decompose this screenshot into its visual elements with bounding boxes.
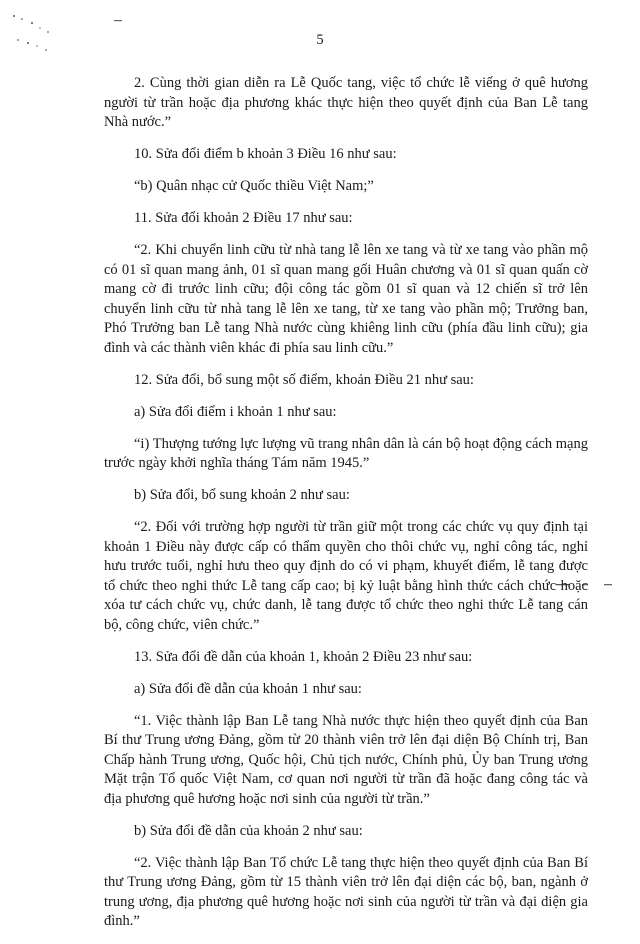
paragraph-item-2-ceremony: 2. Cùng thời gian diễn ra Lễ Quốc tang, việc tổ chức lễ viếng ở quê hương người từ trần hoặc địa phương khác thực hiện theo quyết định của Ban Lễ tang Nhà nước.”	[104, 75, 588, 130]
paragraph-funeral-organizing-committee: “2. Việc thành lập Ban Tổ chức Lễ tang thực hiện theo quyết định của Ban Bí thư Trung ương Đảng, gồm từ 15 thành viên trở lên đại diện các bộ, ban, ngành ở trung ương, địa phương quê hương hoặc nơi sinh của người từ trần và đại diện gia đình.”	[104, 854, 588, 929]
page-number: 5	[316, 32, 324, 48]
paragraph-point-b-military-band: “b) Quân nhạc cử Quốc thiều Việt Nam;”	[134, 178, 374, 194]
paragraph-amend-13a: a) Sửa đổi đề dẫn của khoản 1 như sau:	[134, 680, 362, 697]
paragraph-point-i-general: “i) Thượng tướng lực lượng vũ trang nhân dân là cán bộ hoạt động cách mạng trước ngày khởi nghĩa tháng Tám năm 1945.”	[104, 435, 588, 471]
paragraph-amend-13b: b) Sửa đổi đề dẫn của khoản 2 như sau:	[134, 822, 363, 839]
paragraph-amend-12a: a) Sửa đổi điểm i khoản 1 như sau:	[134, 403, 337, 420]
paragraph-state-funeral-committee: “1. Việc thành lập Ban Lễ tang Nhà nước thực hiện theo quyết định của Ban Bí thư Trung ương Đảng, gồm từ 20 thành viên trở lên đại diện Bộ Chính trị, Ban Chấp hành Trung ương, Quốc hội, Chủ tịch nước, Chính phủ, Ủy ban Trung ương Mặt trận Tổ quốc Việt Nam, cơ quan nơi người từ trần đã hoặc đang công tác và địa phương quê hương hoặc nơi sinh của người từ trần.”	[104, 712, 588, 807]
paragraph-clause-2-discipline: “2. Đối với trường hợp người từ trần giữ một trong các chức vụ quy định tại khoản 1 Điều này được cấp có thẩm quyền cho thôi chức vụ, nghỉ công tác, nghỉ hưu trước tuổi, nghỉ hưu theo quy định do có vi phạm, khuyết điểm, lễ tang được tổ chức theo nghi thức Lễ tang cấp cao; bị kỷ luật bằng hình thức cách chức hoặc xóa tư cách chức vụ, chức danh, lễ tang được tổ chức theo nghi thức Lễ tang cán bộ, công chức, viên chức.”	[104, 519, 588, 633]
paragraph-coffin-transfer: “2. Khi chuyển linh cữu từ nhà tang lễ lên xe tang và từ xe tang vào phần mộ có 01 sĩ quan mang ảnh, 01 sĩ quan mang gối Huân chương và 01 sĩ quan quấn cờ mang cờ đi trước linh cữu; đội công tác gồm 01 sĩ quan và 12 chiến sĩ trở lên chuyển linh cữu từ nhà tang lễ lên xe tang, từ xe tang vào phần mộ; Trưởng ban, Phó Trưởng ban Lễ tang Nhà nước cùng khiêng linh cữu (phía đầu linh cữu); gia đình và các thành viên khác đi phía sau linh cữu.”	[104, 242, 588, 356]
paragraph-amend-12b: b) Sửa đổi, bổ sung khoản 2 như sau:	[134, 487, 350, 503]
paragraph-amend-12: 12. Sửa đổi, bổ sung một số điểm, khoản Điều 21 như sau:	[134, 371, 474, 388]
document-body	[104, 74, 588, 944]
paragraph-amend-11: 11. Sửa đổi khoản 2 Điều 17 như sau:	[134, 210, 353, 226]
paragraph-amend-10: 10. Sửa đổi điểm b khoản 3 Điều 16 như sau:	[134, 146, 397, 162]
paragraph-amend-13: 13. Sửa đổi đề dẫn của khoản 1, khoản 2 Điều 23 như sau:	[134, 648, 473, 665]
